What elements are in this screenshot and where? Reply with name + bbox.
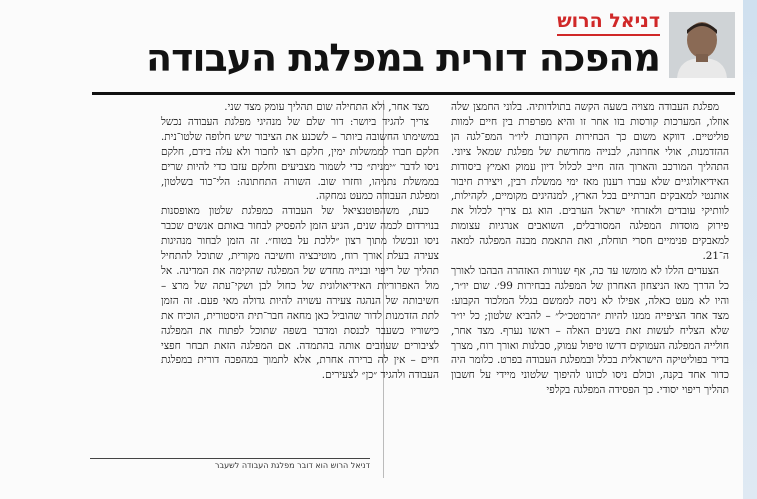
paragraph: כעת, משהפוטנציאל של העבודה כמפלגת שלטון מאופסנות בנוירדום לכמה שנים, הגיע הזמן להפסיק לבחור באותם אנשים שכבר ניסו ונכשלו מתוך רצון ״ללכת על בטוח״. זה הזמן לבחור מנהיגות צעירה בעלת אורך רוח, מוטיבציה וחשיבה מקורית, שתוכל להתחיל תהליך של ריפוי ובנייה מחדש של המפלגה שהקימה את המדינה. אל מול האפרוריות האידיאולוגית של כחול לבן ושקי־עתה של מרצ – חשיבותה של הנהגה צעירה עשויה להיות גדולה מאי פעם. זה הזמן לתת הזדמנות לדור שהוביל כאן מחאה חבר־תית היסטורית, הוכיח את כישוריו כשעבר לכנסת ומדבר בשפה שתוכל לפתוח את המפלגה לציבורים שעוזבים אותה בהתמדה. אם המפלגה הזאת תבחר חפצי חיים – אין לה ברירה אחרת, אלא לתמוך במהפכה דורית במפלגת העבודה ולהגיד ״כן״ לצעירים.	[161, 205, 439, 382]
article-headline: מהפכה דורית במפלגת העבודה	[146, 36, 660, 80]
paragraph: צריך להגיד ביושר: דור שלם של מנהיגי מפלגת העבודה נכשל במשימתו החשובה ביותר – לשכנע את הציבור שיש חלופה שלטו־נית. חלקם חברו לממשלות ימין, חלקם רצו לחבור ולא עלה בידם, חלקם ניסו לדבר ״ימנית״ כדי לשמור מצביעים וחלקם עזבו כדי להיות שרים בממשלת נתניהו, וחזרו שוב. השורה התחתונה: הלי־כוד בשלטון, ומפלגת העבודה כמעט נמחקה.	[161, 115, 439, 203]
article-column-right	[451, 100, 729, 398]
page-edge-stripe	[743, 0, 757, 499]
author-photo	[669, 12, 735, 78]
footnote-rule	[90, 458, 370, 459]
paragraph: מצד אחר, ולא התחילה שום תהליך עומק מצד שני.	[224, 101, 429, 113]
paragraph: הצעדים הללו לא מומשו עד כה, אף שנורות האזהרה הבהבו לאורך כל הדרך מאז הניצחון האחרון של המפלגה בבחירות 99׳. שום יו״ר, והיו לא מעט כאלה, אפילו לא ניסה לממשם בגלל המלכוד הקבוע: מצד אחד הציפייה ממנו להיות ״הרמטכ״ל״ – להביא שלטון; כל יו״ר שלא הצליח לעשות זאת בשנים האלה – ראשו נערף. מצד אחר, חולייה המפלגה העמוקים דרשו טיפול עמוק, סבלנות ואורך רוח, מצרך בדיר בפוליטיקה הישראלית בכלל ובמפלגת העבודה בפרט. כלומר היה כדור אחד בקנה, וכולם ניסו לכוונו להיפוך שלטוני מיידי על חשבון תהליך ריפוי יסודי. כך הפסידה המפלגה בקלפי	[451, 264, 730, 397]
article-column-left	[161, 100, 439, 383]
paragraph: מפלגת העבודה מצויה בשעה הקשה בתולדותיה. בלוני החמצן שלה אוזלו, המערכות קורסות בזו אחר זו והיא מפרפרת בין חיים למוות פוליטיים. דווקא משום כך הבחירות הקרובות ליו״ר המפ־לגה הן ההזדמנות, אולי אחרונה, לבנייה מחודשת של מפלגת שמאל ציוני. התהליך המורכב והארוך הזה חייב לכלול דיון עמוק ואמיץ ביסודות האידיאולוגיים שלא עברו רענון מאז ימי ממשלת רבין, ויצירת חיבור אותנטי למאבקים חברתיים בכל הארץ, למנהיגים מקומיים, לקהילות, לוותיקי עובדים ולאזרחי ישראל הערבים. הוא גם צריך לכלול את פירוק מוסדות המפלגה המסורבלים, השואבים אנרגיות עצומות למאבקים פנימיים חסרי תוחלת, ואת התאמת מבנה המפלגה למאה ה־21.	[451, 101, 729, 263]
author-note: דניאל הרוש הוא דובר מפלגת העבודה לשעבר	[214, 461, 370, 470]
headline-rule	[92, 92, 735, 95]
author-byline: דניאל הרוש	[557, 10, 660, 36]
